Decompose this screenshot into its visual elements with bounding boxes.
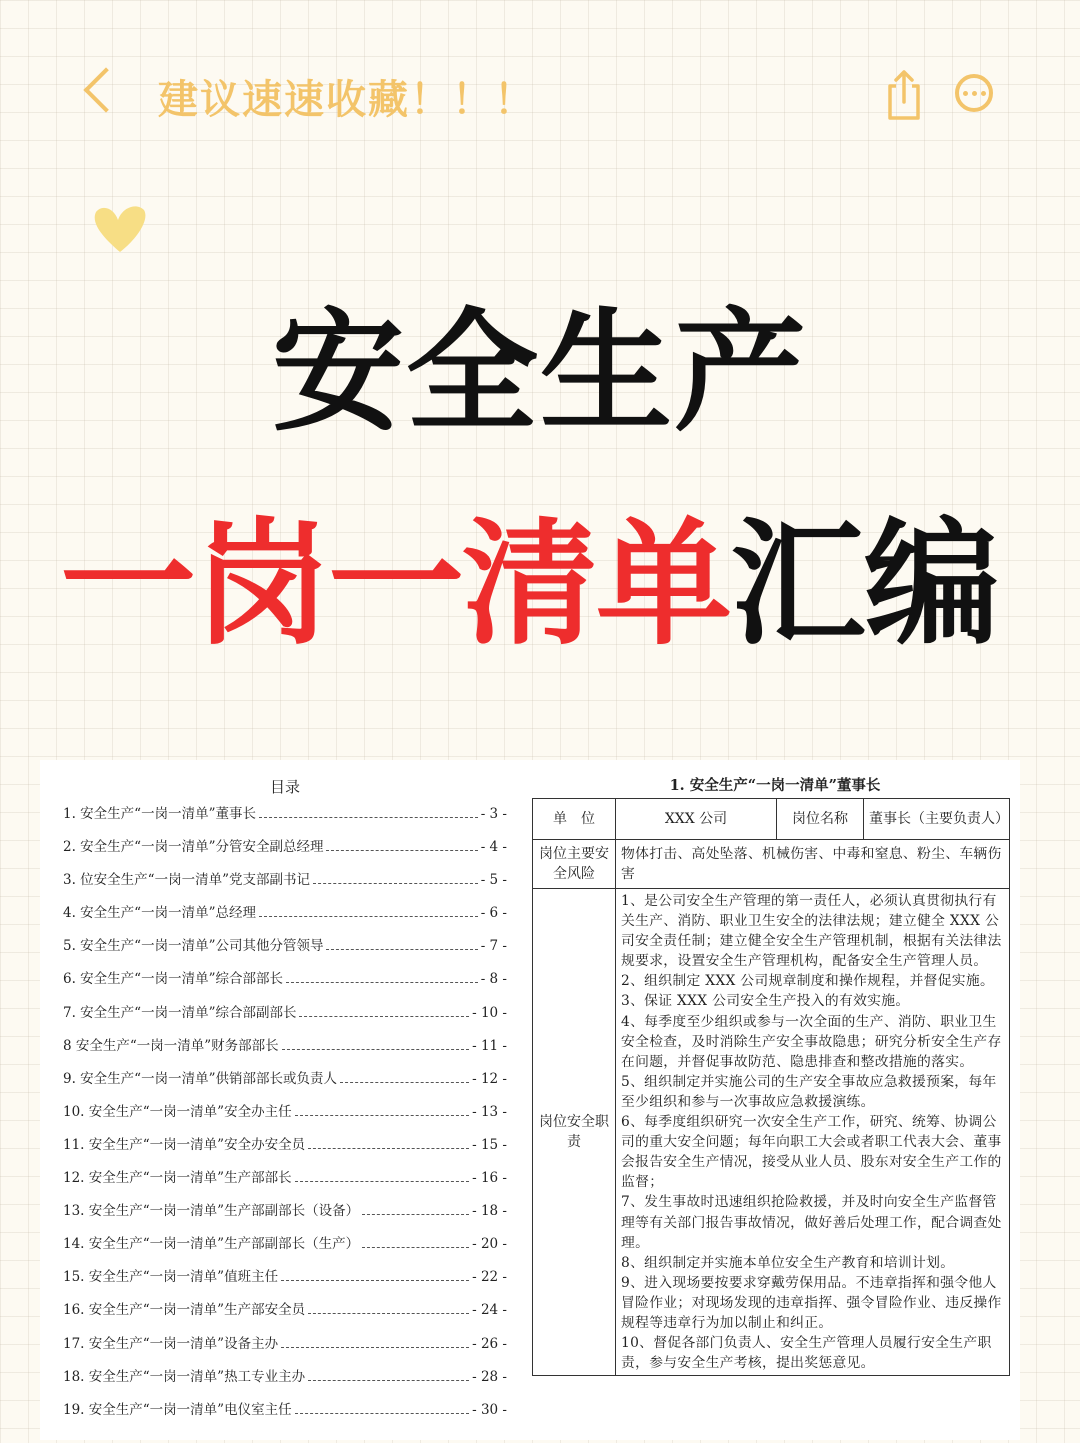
toc-leader-dots (299, 1008, 469, 1017)
duty-label: 岗位安全职责 (533, 889, 616, 1376)
toc-item-text: 16. 安全生产“一岗一清单”生产部安全员 (63, 1302, 306, 1319)
toc-item-page: - 4 - (480, 839, 507, 856)
heart-icon (88, 200, 152, 256)
toc-item-page: - 20 - (472, 1236, 507, 1253)
duty-item: 10、督促各部门负责人、安全生产管理人员履行安全生产职责，参与安全生产考核，提出奖惩意见。 (621, 1335, 992, 1372)
toc-leader-dots (259, 809, 478, 818)
top-bar (0, 60, 1080, 130)
table-row (533, 799, 1010, 840)
toc-item[interactable] (63, 1265, 507, 1298)
toc-item-page: - 28 - (472, 1368, 507, 1385)
toc-item[interactable] (63, 1398, 507, 1431)
toc-item[interactable] (63, 802, 507, 835)
cover-title-line2 (60, 506, 1030, 664)
toc-item-text: 9. 安全生产“一岗一清单”供销部部长或负责人 (63, 1070, 337, 1087)
toc-item-page: - 10 - (472, 1004, 507, 1021)
toc-item[interactable] (63, 1067, 507, 1100)
toc-item[interactable] (63, 1034, 507, 1067)
cover-title-black: 汇编 (730, 506, 998, 664)
table-row (533, 840, 1010, 889)
duty-item: 9、进入现场要按要求穿戴劳保用品。不违章指挥和强令他人冒险作业；对现场发现的违章指挥、强令冒险作业、违反操作规程等违章行为加以制止和纠正。 (621, 1274, 1002, 1331)
toc-item-text: 2. 安全生产“一岗一清单”分管安全副总经理 (63, 839, 324, 856)
cover-title-red: 一岗一清单 (60, 506, 730, 664)
toc-item-text: 5. 安全生产“一岗一清单”公司其他分管领导 (63, 938, 324, 955)
toc-item[interactable] (63, 1232, 507, 1265)
toc-item-page: - 5 - (480, 872, 507, 889)
toc-leader-dots (308, 1305, 469, 1314)
toc-item-page: - 24 - (472, 1302, 507, 1319)
toc-item-text: 3. 位安全生产“一岗一清单”党支部副书记 (63, 872, 310, 889)
toc-page (40, 760, 530, 1440)
toc-item-text: 8 安全生产“一岗一清单”财务部部长 (63, 1037, 279, 1054)
top-bar-title: 建议速速收藏！！！ (158, 77, 536, 123)
toc-item-text: 17. 安全生产“一岗一清单”设备主办 (63, 1335, 279, 1352)
duty-item: 8、组织制定并实施本单位安全生产教育和培训计划。 (621, 1254, 955, 1271)
duty-item: 2、组织制定 XXX 公司规章制度和操作规程，并督促实施。 (621, 973, 995, 990)
toc-item[interactable] (63, 901, 507, 934)
duty-item: 6、每季度组织研究一次安全生产工作，研究、统筹、协调公司的重大安全问题；每年向职工大会或者职工代表大会、董事会报告安全生产情况，接受从业人员、股东对安全生产工作的监督； (621, 1114, 1002, 1191)
toc-leader-dots (313, 875, 478, 884)
toc-leader-dots (282, 1041, 469, 1050)
toc-item-text: 14. 安全生产“一岗一清单”生产部副部长（生产） (63, 1236, 360, 1253)
toc-leader-dots (295, 1173, 470, 1182)
toc-leader-dots (259, 908, 478, 917)
toc-leader-dots (340, 1074, 469, 1083)
toc-item[interactable] (63, 835, 507, 868)
unit-value: XXX 公司 (616, 799, 777, 840)
duty-item: 1、是公司安全生产管理的第一责任人，必须认真贯彻执行有关生产、消防、职业卫生安全的法律法规；建立健全 XXX 公司安全责任制；建立健全安全生产管理机制，根据有关法律法规要求，设置安全生产管理机构，配备安全生产管理人员。 (621, 893, 1002, 970)
toc-leader-dots (362, 1206, 469, 1215)
risk-value: 物体打击、高处坠落、机械伤害、中毒和窒息、粉尘、车辆伤害 (616, 840, 1010, 889)
toc-item-text: 15. 安全生产“一岗一清单”值班主任 (63, 1269, 279, 1286)
toc-item-page: - 3 - (480, 806, 507, 822)
toc-item[interactable] (63, 1133, 507, 1166)
doc-title: 1. 安全生产“一岗一清单”董事长 (669, 777, 881, 794)
toc-item[interactable] (63, 1166, 507, 1199)
toc-leader-dots (295, 1405, 470, 1414)
back-chevron-icon[interactable] (83, 67, 128, 112)
toc-leader-dots (281, 1339, 469, 1348)
toc-leader-dots (326, 842, 477, 851)
toc-item[interactable] (63, 934, 507, 967)
toc-leader-dots (286, 974, 478, 983)
toc-leader-dots (308, 1372, 469, 1381)
share-icon[interactable] (884, 66, 924, 122)
duty-item: 7、发生事故时迅速组织抢险救援，并及时向安全生产监督管理等有关部门报告事故情况，做好善后处理工作，配合调查处理。 (621, 1194, 1002, 1251)
toc-item-text: 11. 安全生产“一岗一清单”安全办安全员 (63, 1136, 306, 1153)
toc-item-page: - 26 - (472, 1335, 507, 1352)
post-label: 岗位名称 (777, 799, 864, 840)
toc-item-page: - 13 - (472, 1103, 507, 1120)
toc-item[interactable] (63, 1332, 507, 1365)
toc-item-text: 19. 安全生产“一岗一清单”电仪室主任 (63, 1401, 292, 1418)
toc-item-page: - 8 - (480, 971, 507, 988)
risk-label: 岗位主要安全风险 (533, 840, 616, 889)
toc-item-page: - 30 - (472, 1401, 507, 1418)
toc-item-page: - 22 - (472, 1269, 507, 1286)
duty-item: 3、保证 XXX 公司安全生产投入的有效实施。 (621, 993, 910, 1010)
toc-item-page: - 7 - (480, 938, 507, 955)
toc-leader-dots (295, 1107, 470, 1116)
toc-leader-dots (362, 1239, 469, 1248)
toc-item-text: 13. 安全生产“一岗一清单”生产部副部长（设备） (63, 1203, 360, 1220)
toc-list (63, 802, 507, 1431)
toc-item-text: 6. 安全生产“一岗一清单”综合部部长 (63, 971, 283, 988)
duty-table (532, 798, 1010, 1376)
toc-leader-dots (326, 941, 477, 950)
post-value: 董事长（主要负责人） (864, 799, 1010, 840)
toc-item-text: 4. 安全生产“一岗一清单”总经理 (63, 905, 256, 922)
toc-item-text: 12. 安全生产“一岗一清单”生产部部长 (63, 1170, 292, 1187)
cover-title-line1: 安全生产 (272, 296, 808, 450)
toc-item[interactable] (63, 967, 507, 1000)
toc-item-page: - 16 - (472, 1170, 507, 1187)
toc-item-text: 18. 安全生产“一岗一清单”热工专业主办 (63, 1368, 306, 1385)
unit-label: 单 位 (533, 799, 616, 840)
duty-list (616, 889, 1010, 1376)
duty-page (530, 760, 1020, 1440)
toc-item-page: - 12 - (472, 1070, 507, 1087)
toc-item[interactable] (63, 1100, 507, 1133)
toc-item[interactable] (63, 1298, 507, 1331)
toc-item-text: 7. 安全生产“一岗一清单”综合部副部长 (63, 1004, 297, 1021)
toc-item[interactable] (63, 868, 507, 901)
toc-item-page: - 15 - (472, 1136, 507, 1153)
toc-heading: 目录 (269, 778, 300, 796)
toc-item-text: 10. 安全生产“一岗一清单”安全办主任 (63, 1103, 292, 1120)
toc-leader-dots (308, 1140, 469, 1149)
toc-item[interactable] (63, 1001, 507, 1034)
toc-item[interactable] (63, 1199, 507, 1232)
duty-item: 5、组织制定并实施公司的生产安全事故应急救援预案，每年至少组织和参与一次事故应急救援演练。 (621, 1073, 997, 1110)
toc-item-page: - 6 - (480, 905, 507, 922)
toc-item-text: 1. 安全生产“一岗一清单”董事长 (63, 806, 256, 822)
table-row (533, 889, 1010, 1376)
toc-leader-dots (281, 1272, 469, 1281)
toc-item-page: - 11 - (472, 1037, 507, 1054)
toc-item-page: - 18 - (472, 1203, 507, 1220)
more-icon[interactable] (955, 74, 993, 112)
toc-item[interactable] (63, 1365, 507, 1398)
duty-item: 4、每季度至少组织或参与一次全面的生产、消防、职业卫生安全检查，及时消除生产安全事故隐患；研究分析安全生产存在问题，并督促事故防范、隐患排查和整改措施的落实。 (621, 1013, 1002, 1070)
